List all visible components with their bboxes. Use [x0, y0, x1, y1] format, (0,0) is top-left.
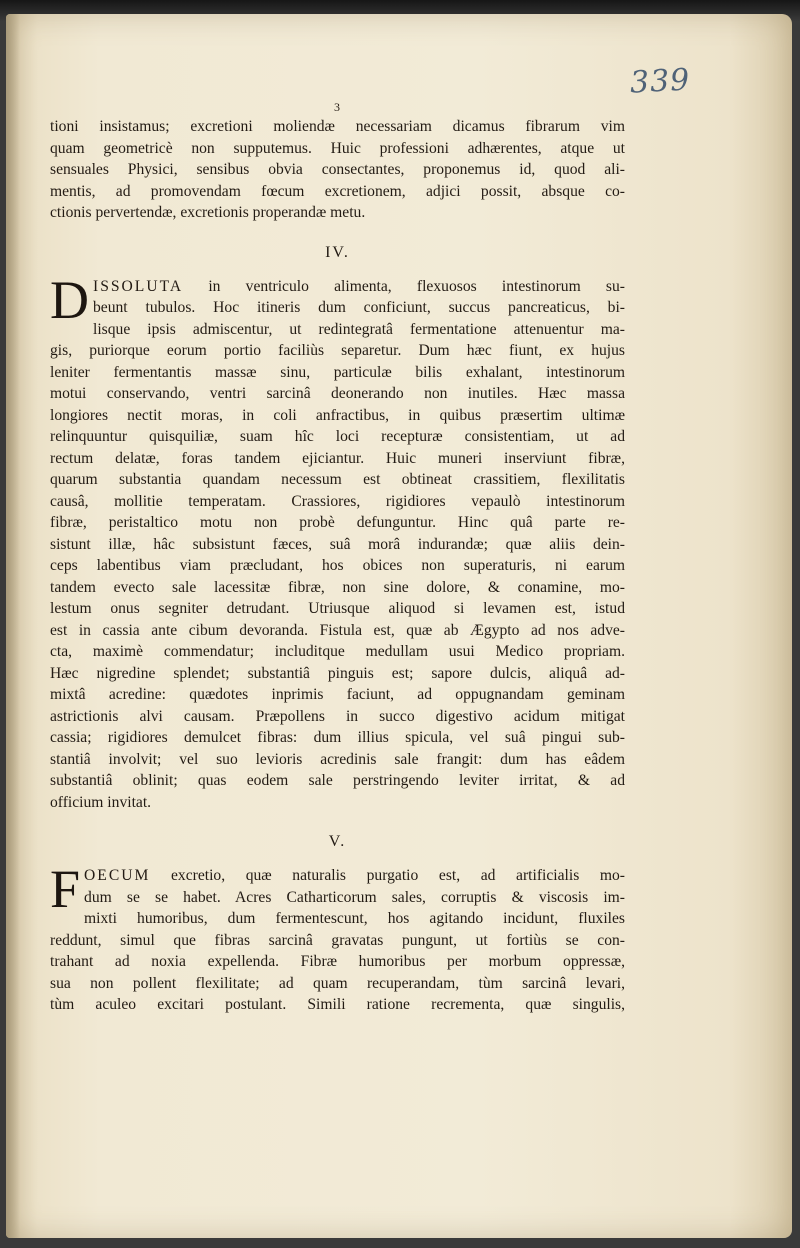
opening-word: ISSOLUTA — [93, 277, 184, 295]
page-gutter-shadow — [6, 14, 20, 1238]
opening-paragraph — [50, 116, 625, 224]
text-line: tioni insistamus; excretioni moliendæ necessariam dicamus fibrarum vim — [50, 118, 625, 135]
text-line: mentis, ad promovendam fœcum excretionem, adjici possit, absque co- — [50, 182, 625, 200]
drop-cap-d: D — [50, 269, 89, 330]
text-line: tùm aculeo excitari postulant. Simili ratione recrementa, quæ singulis, — [50, 996, 625, 1013]
text-line: beunt tubulos. Hoc itineris dum conficiunt, succus pancreaticus, bi- — [93, 299, 625, 316]
text-line: relinquuntur quisquiliæ, suam hîc loci recepturæ consistentiam, ut ad — [50, 428, 625, 445]
text-line: mixtâ acredine: quædotes inprimis faciunt, ad oppugnandam geminam — [50, 686, 625, 703]
drop-cap-f: F — [50, 859, 81, 919]
section-v — [50, 859, 625, 1016]
section-heading-v: V. — [328, 833, 347, 850]
text-line: tandem evecto sale lacessitæ fibræ, non sine dolore, & conamine, mo- — [50, 578, 625, 596]
opening-word: OECUM — [84, 867, 151, 884]
text-line: substantiâ oblinit; quas eodem sale perstringendo leviter irritat, & ad — [50, 772, 625, 789]
text-line: ceps labentibus viam præcludant, hos obices non superaturis, ni earum — [50, 557, 625, 574]
text-line: leniter fermentantis massæ sinu, particulæ bilis exhalant, intestinorum — [50, 363, 625, 381]
text-line: causâ, mollitie temperatam. Crassiores, rigidiores vepaulò intestinorum — [50, 492, 625, 510]
text-line: dum se se habet. Acres Catharticorum sales, corruptis & viscosis im- — [84, 888, 625, 906]
opening-line-rest: excretio, quæ naturalis purgatio est, ad artificialis mo- — [170, 867, 625, 884]
text-line: stantiâ involvit; vel suo levioris acredinis sale frangit: dum has eâdem — [50, 750, 625, 768]
text-line: longiores nectit moras, in coli anfractibus, in quibus præsertim ultimæ — [50, 406, 625, 424]
text-line-first — [93, 276, 625, 298]
text-line: est in cassia ante cibum devoranda. Fistula est, quæ ab Ægypto ad nos adve- — [50, 621, 625, 639]
text-line: cta, maximè commendatur; includitque medullam usui Medico propriam. — [50, 643, 625, 660]
page-text — [50, 116, 625, 1016]
section-heading-iv: IV. — [325, 243, 350, 261]
text-line: ctionis pervertendæ, excretionis properandæ metu. — [50, 204, 366, 221]
text-line: cassia; rigidiores demulcet fibras: dum illius spicula, vel suâ pingui sub- — [50, 729, 625, 746]
text-line: mixti humoribus, dum fermentescunt, hos agitando incidunt, fluxiles — [84, 910, 625, 927]
text-line: quarum substantia quandam necessum est obtineat crassitiem, flexilitatis — [50, 471, 625, 488]
text-line: motui conservando, ventri sarcinâ deonerando non inutiles. Hæc massa — [50, 385, 625, 402]
text-line: fibræ, peristaltico motu non probè defunguntur. Hinc quâ parte re- — [50, 514, 625, 531]
text-line: lestum onus segniter detrudant. Utriusque aliquod si levamen est, istud — [50, 600, 625, 617]
text-line: reddunt, simul que fibras sarcinâ gravatas pungunt, ut fortiùs se con- — [50, 931, 625, 949]
text-line: lisque ipsis admiscentur, ut redintegratâ fermentatione attenuentur ma- — [93, 320, 625, 338]
signature-mark: 3 — [334, 100, 340, 114]
section-iv — [50, 269, 625, 814]
text-line: gis, puriorque eorum portio faciliùs separetur. Dum hæc fiunt, ex hujus — [50, 342, 625, 359]
opening-line-rest: in ventriculo alimenta, flexuosos intestinorum su- — [208, 277, 625, 295]
text-line: rectum delatæ, foras tandem ejiciantur. Huic muneri inserviunt fibræ, — [50, 449, 625, 467]
text-line-first — [84, 865, 625, 887]
text-line: sua non pollent flexilitate; ad quam recuperandam, tùm sarcinâ levari, — [50, 974, 625, 992]
text-line: astrictionis alvi causam. Præpollens in succo digestivo acidum mitigat — [50, 707, 625, 725]
text-line: sistunt illæ, hâc subsistunt fæces, suâ morâ indurandæ; quæ aliis dein- — [50, 535, 625, 553]
text-line: sensuales Physici, sensibus obvia consectantes, proponemus id, quod ali- — [50, 161, 625, 178]
text-line: trahant ad noxia expellenda. Fibræ humoribus per morbum oppressæ, — [50, 953, 625, 970]
text-line: Hæc nigredine splendet; substantiâ pinguis est; sapore dulcis, aliquâ ad- — [50, 664, 625, 682]
page-number: 339 — [629, 62, 692, 101]
text-line: quam geometricè non supputemus. Huic professioni adhærentes, atque ut — [50, 139, 625, 157]
text-line: officium invitat. — [50, 793, 152, 811]
